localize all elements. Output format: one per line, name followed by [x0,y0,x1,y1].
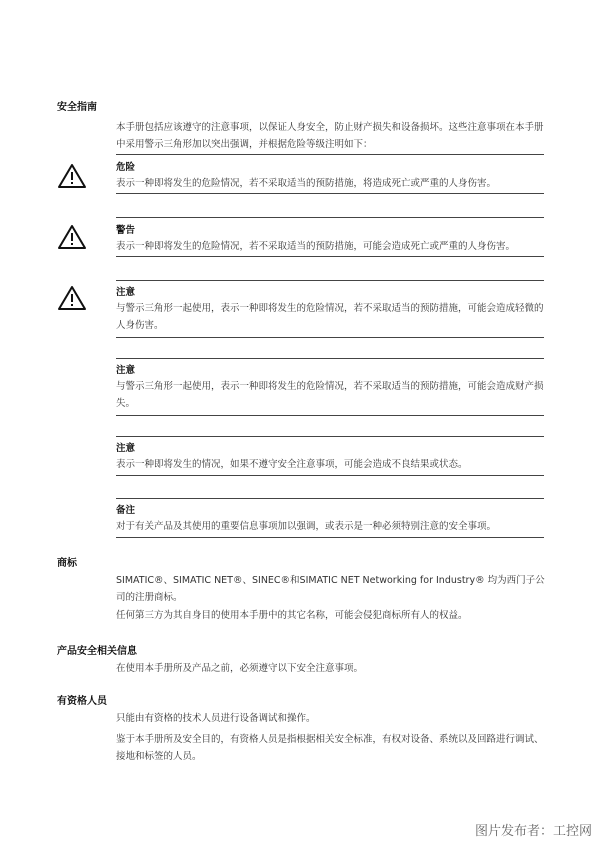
notice-rule [116,498,544,499]
notice-title-caution-property: 注意 [116,365,136,376]
notice-rule [116,337,544,338]
warning-triangle-icon [57,285,87,311]
section-heading-product-safety: 产品安全相关信息 [57,646,137,657]
section-heading-trademarks: 商标 [57,558,77,569]
publisher-watermark: 图片发布者：工控网 [474,824,592,839]
qualified-paragraph-2: 鉴于本手册所及安全目的，有资格人员是指根据相关安全标准，有权对设备、系统以及回路进行调试、接地和标签的人员。 [116,734,544,762]
section-heading-safety: 安全指南 [57,102,97,113]
product-safety-paragraph: 在使用本手册所及产品之前，必须遵守以下安全注意事项。 [116,663,364,674]
notice-rule [116,358,544,359]
notice-rule [116,280,544,281]
notice-title-caution: 注意 [116,287,136,298]
notice-text-caution-property: 与警示三角形一起使用，表示一种即将发生的危险情况，若不采取适当的预防措施，可能会造成财产损失。 [116,381,544,409]
section-heading-qualified-personnel: 有资格人员 [57,696,107,707]
notice-text-danger: 表示一种即将发生的危险情况，若不采取适当的预防措施，将造成死亡或严重的人身伤害。 [116,178,497,189]
notice-text-notice: 表示一种即将发生的情况，如果不遵守安全注意事项，可能会造成不良结果或状态。 [116,459,468,470]
notice-title-note: 备注 [116,505,136,516]
notice-rule [116,537,544,538]
notice-rule [116,154,544,155]
notice-rule [116,415,544,416]
notice-title-notice: 注意 [116,443,136,454]
notice-rule [116,217,544,218]
trademarks-paragraph-2: 任何第三方为其自身目的使用本手册中的其它名称，可能会侵犯商标所有人的权益。 [116,610,468,621]
notice-title-warning: 警告 [116,225,136,236]
notice-rule [116,436,544,437]
notice-rule [116,475,544,476]
notice-title-danger: 危险 [116,162,136,173]
qualified-paragraph-1: 只能由有资格的技术人员进行设备调试和操作。 [116,713,316,724]
notice-rule [116,193,544,194]
notice-rule [116,256,544,257]
notice-text-caution: 与警示三角形一起使用，表示一种即将发生的危险情况，若不采取适当的预防措施，可能会造成轻微的人身伤害。 [116,303,544,331]
trademarks-paragraph-1: SIMATIC®、SIMATIC NET®、SINEC®和SIMATIC NET Networking for Industry® 均为西门子公司的注册商标。 [116,575,545,603]
warning-triangle-icon [57,224,87,250]
notice-text-warning: 表示一种即将发生的危险情况，若不采取适当的预防措施，可能会造成死亡或严重的人身伤害。 [116,241,516,252]
notice-text-note: 对于有关产品及其使用的重要信息事项加以强调，或表示是一种必须特别注意的安全事项。 [116,521,497,532]
safety-intro: 本手册包括应该遵守的注意事项，以保证人身安全，防止财产损失和设备损坏。这些注意事项在本手册中采用警示三角形加以突出强调，并根据危险等级注明如下： [116,122,544,150]
warning-triangle-icon [57,163,87,189]
